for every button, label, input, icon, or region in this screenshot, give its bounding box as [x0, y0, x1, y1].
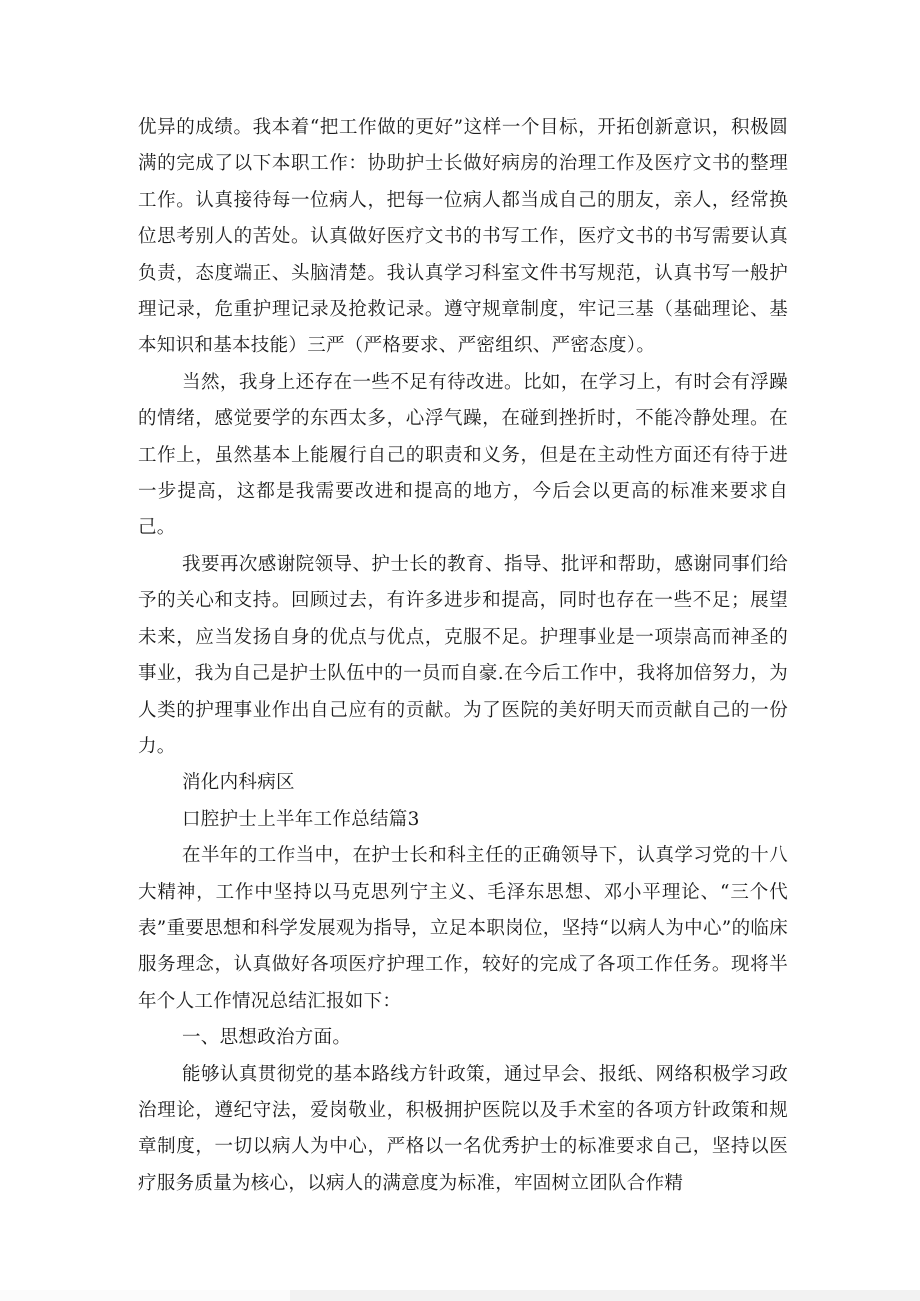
paragraph-gratitude: 我要再次感谢院领导、护士长的教育、指导、批评和帮助，感谢同事们给予的关心和支持。回顾过去，有许多进步和提高，同时也存在一些不足；展望未来，应当发扬自身的优点与优点，克服不足。护理事业是一项崇高而神圣的事业，我为自己是护士队伍中的一员而自豪.在今后工作中，我将加倍努力，为人类的护理事业作出自己应有的贡献。为了医院的美好明天而贡献自己的一份力。 — [138, 553, 788, 757]
page-bottom-edge — [0, 1290, 920, 1301]
paragraph-shortcomings: 当然，我身上还存在一些不足有待改进。比如，在学习上，有时会有浮躁的情绪，感觉要学的东西太多，心浮气躁，在碰到挫折时，不能冷静处理。在工作上，虽然基本上能履行自己的职责和义务，但是在主动性方面还有待于进一步提高，这都是我需要改进和提高的地方，今后会以更高的标准来要求自己。 — [138, 371, 788, 539]
document-body — [138, 110, 788, 1202]
section-heading: 口腔护士上半年工作总结篇3 — [182, 808, 420, 830]
page-bottom-edge-highlight — [0, 1290, 290, 1301]
department-signature: 消化内科病区 — [182, 772, 295, 794]
subsection-heading: 一、思想政治方面。 — [182, 1027, 352, 1049]
paragraph-continued-achievements: 优异的成绩。我本着“把工作做的更好”这样一个目标，开拓创新意识，积极圆满的完成了以下本职工作：协助护士长做好病房的治理工作及医疗文书的整理工作。认真接待每一位病人，把每一位病人都当成自己的朋友，亲人，经常换位思考别人的苦处。认真做好医疗文书的书写工作，医疗文书的书写需要认真负责，态度端正、头脑清楚。我认真学习科室文件书写规范，认真书写一般护理记录，危重护理记录及抢救记录。遵守规章制度，牢记三基（基础理论、基本知识和基本技能）三严（严格要求、严密组织、严密态度）。 — [138, 117, 788, 357]
paragraph-political-thought: 能够认真贯彻党的基本路线方针政策，通过早会、报纸、网络积极学习政治理论，遵纪守法，爱岗敬业，积极拥护医院以及手术室的各项方针政策和规章制度，一切以病人为中心，严格以一名优秀护士的标准要求自己，坚持以医疗服务质量为核心，以病人的满意度为标准，牢固树立团队合作精 — [138, 1063, 788, 1194]
paragraph-introduction: 在半年的工作当中，在护士长和科主任的正确领导下，认真学习党的十八大精神，工作中坚持以马克思列宁主义、毛泽东思想、邓小平理论、“三个代表”重要思想和科学发展观为指导，立足本职岗位，坚持“以病人为中心”的临床服务理念，认真做好各项医疗护理工作，较好的完成了各项工作任务。现将半年个人工作情况总结汇报如下： — [138, 845, 788, 1012]
